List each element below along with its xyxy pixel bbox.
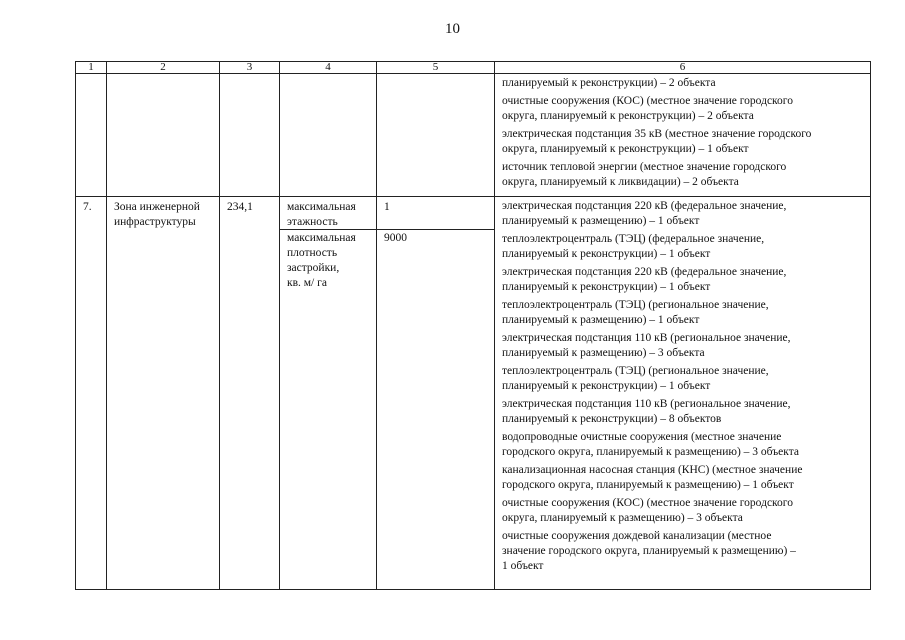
object-entry	[502, 297, 870, 330]
object-line: электрическая подстанция 220 кВ (федеральное значение,	[502, 266, 787, 278]
object-line: планируемый к реконструкции) – 8 объектов	[502, 413, 722, 425]
object-line: округа, планируемый к размещению) – 3 объекта	[502, 512, 743, 524]
object-line: городского округа, планируемый к размещению) – 3 объекта	[502, 446, 799, 458]
cell-empty	[220, 74, 280, 197]
object-entry	[502, 231, 870, 264]
params-names-cell	[280, 197, 377, 590]
object-entry	[502, 75, 870, 93]
object-line: значение городского округа, планируемый к размещению) –	[502, 545, 796, 557]
column-header: 2	[107, 62, 220, 74]
object-entry	[502, 159, 870, 192]
param-name-line: максимальная	[287, 201, 356, 213]
object-line: очистные сооружения (КОС) (местное значение городского	[502, 497, 793, 509]
object-line: электрическая подстанция 110 кВ (региональное значение,	[502, 332, 791, 344]
cell-empty	[280, 74, 377, 197]
object-entry	[502, 363, 870, 396]
object-line: теплоэлектроцентраль (ТЭЦ) (федеральное значение,	[502, 233, 765, 245]
object-line: водопроводные очистные сооружения (местное значение	[502, 431, 782, 443]
objects-cell	[495, 197, 871, 590]
object-line: очистные сооружения (КОС) (местное значение городского	[502, 95, 793, 107]
column-header: 3	[220, 62, 280, 74]
zone-name-line: Зона инженерной	[114, 201, 200, 213]
object-entry	[502, 126, 870, 159]
param-name-line: плотность	[287, 247, 338, 259]
param-name-line: застройки,	[287, 262, 340, 274]
zone-name-cell	[107, 197, 220, 590]
objects-cell	[495, 74, 871, 197]
object-line: источник тепловой энергии (местное значение городского	[502, 161, 787, 173]
object-entry	[502, 264, 870, 297]
object-entry	[502, 528, 870, 576]
zone-number: 7.	[76, 197, 107, 590]
table-row-continuation	[76, 74, 871, 197]
cell-empty	[76, 74, 107, 197]
object-entry	[502, 495, 870, 528]
zone-name-line: инфраструктуры	[114, 216, 196, 228]
object-line: планируемый к реконструкции) – 2 объекта	[502, 77, 716, 89]
object-line: электрическая подстанция 35 кВ (местное значение городского	[502, 128, 812, 140]
object-line: округа, планируемый к реконструкции) – 1 объект	[502, 143, 749, 155]
object-line: электрическая подстанция 220 кВ (федеральное значение,	[502, 200, 787, 212]
object-line: планируемый к реконструкции) – 1 объект	[502, 380, 711, 392]
object-entry	[502, 93, 870, 126]
zone-area: 234,1	[220, 197, 280, 590]
table-row-zone-7	[76, 197, 871, 590]
object-line: теплоэлектроцентраль (ТЭЦ) (региональное значение,	[502, 365, 769, 377]
column-header: 5	[377, 62, 495, 74]
object-line: округа, планируемый к реконструкции) – 2 объекта	[502, 110, 754, 122]
cell-empty	[107, 74, 220, 197]
object-entry	[502, 429, 870, 462]
column-header: 1	[76, 62, 107, 74]
param-name-line: этажность	[287, 216, 338, 228]
page-number: 10	[445, 21, 460, 37]
zones-table	[75, 61, 871, 590]
param-name-line: кв. м/ га	[287, 277, 327, 289]
param-value-density: 9000	[384, 232, 407, 244]
object-line: планируемый к размещению) – 3 объекта	[502, 347, 705, 359]
param-max-floors	[280, 200, 377, 230]
column-header: 4	[280, 62, 377, 74]
object-line: планируемый к реконструкции) – 1 объект	[502, 248, 711, 260]
object-line: городского округа, планируемый к размещению) – 1 объект	[502, 479, 794, 491]
object-line: планируемый к размещению) – 1 объект	[502, 215, 700, 227]
object-line: округа, планируемый к ликвидации) – 2 объекта	[502, 176, 739, 188]
object-line: теплоэлектроцентраль (ТЭЦ) (региональное значение,	[502, 299, 769, 311]
column-header: 6	[495, 62, 871, 74]
table-header-row	[76, 62, 871, 74]
object-line: 1 объект	[502, 560, 544, 572]
object-line: электрическая подстанция 110 кВ (региональное значение,	[502, 398, 791, 410]
object-entry	[502, 462, 870, 495]
param-name-line: максимальная	[287, 232, 356, 244]
object-line: канализационная насосная станция (КНС) (местное значение	[502, 464, 803, 476]
object-entry	[502, 396, 870, 429]
object-entry	[502, 330, 870, 363]
param-max-density	[287, 230, 376, 291]
object-line: планируемый к реконструкции) – 1 объект	[502, 281, 711, 293]
object-line: очистные сооружения дождевой канализации (местное	[502, 530, 772, 542]
object-line: планируемый к размещению) – 1 объект	[502, 314, 700, 326]
params-values-cell	[377, 197, 495, 590]
object-entry	[502, 198, 870, 231]
param-value-floors: 1	[377, 200, 495, 230]
cell-empty	[377, 74, 495, 197]
